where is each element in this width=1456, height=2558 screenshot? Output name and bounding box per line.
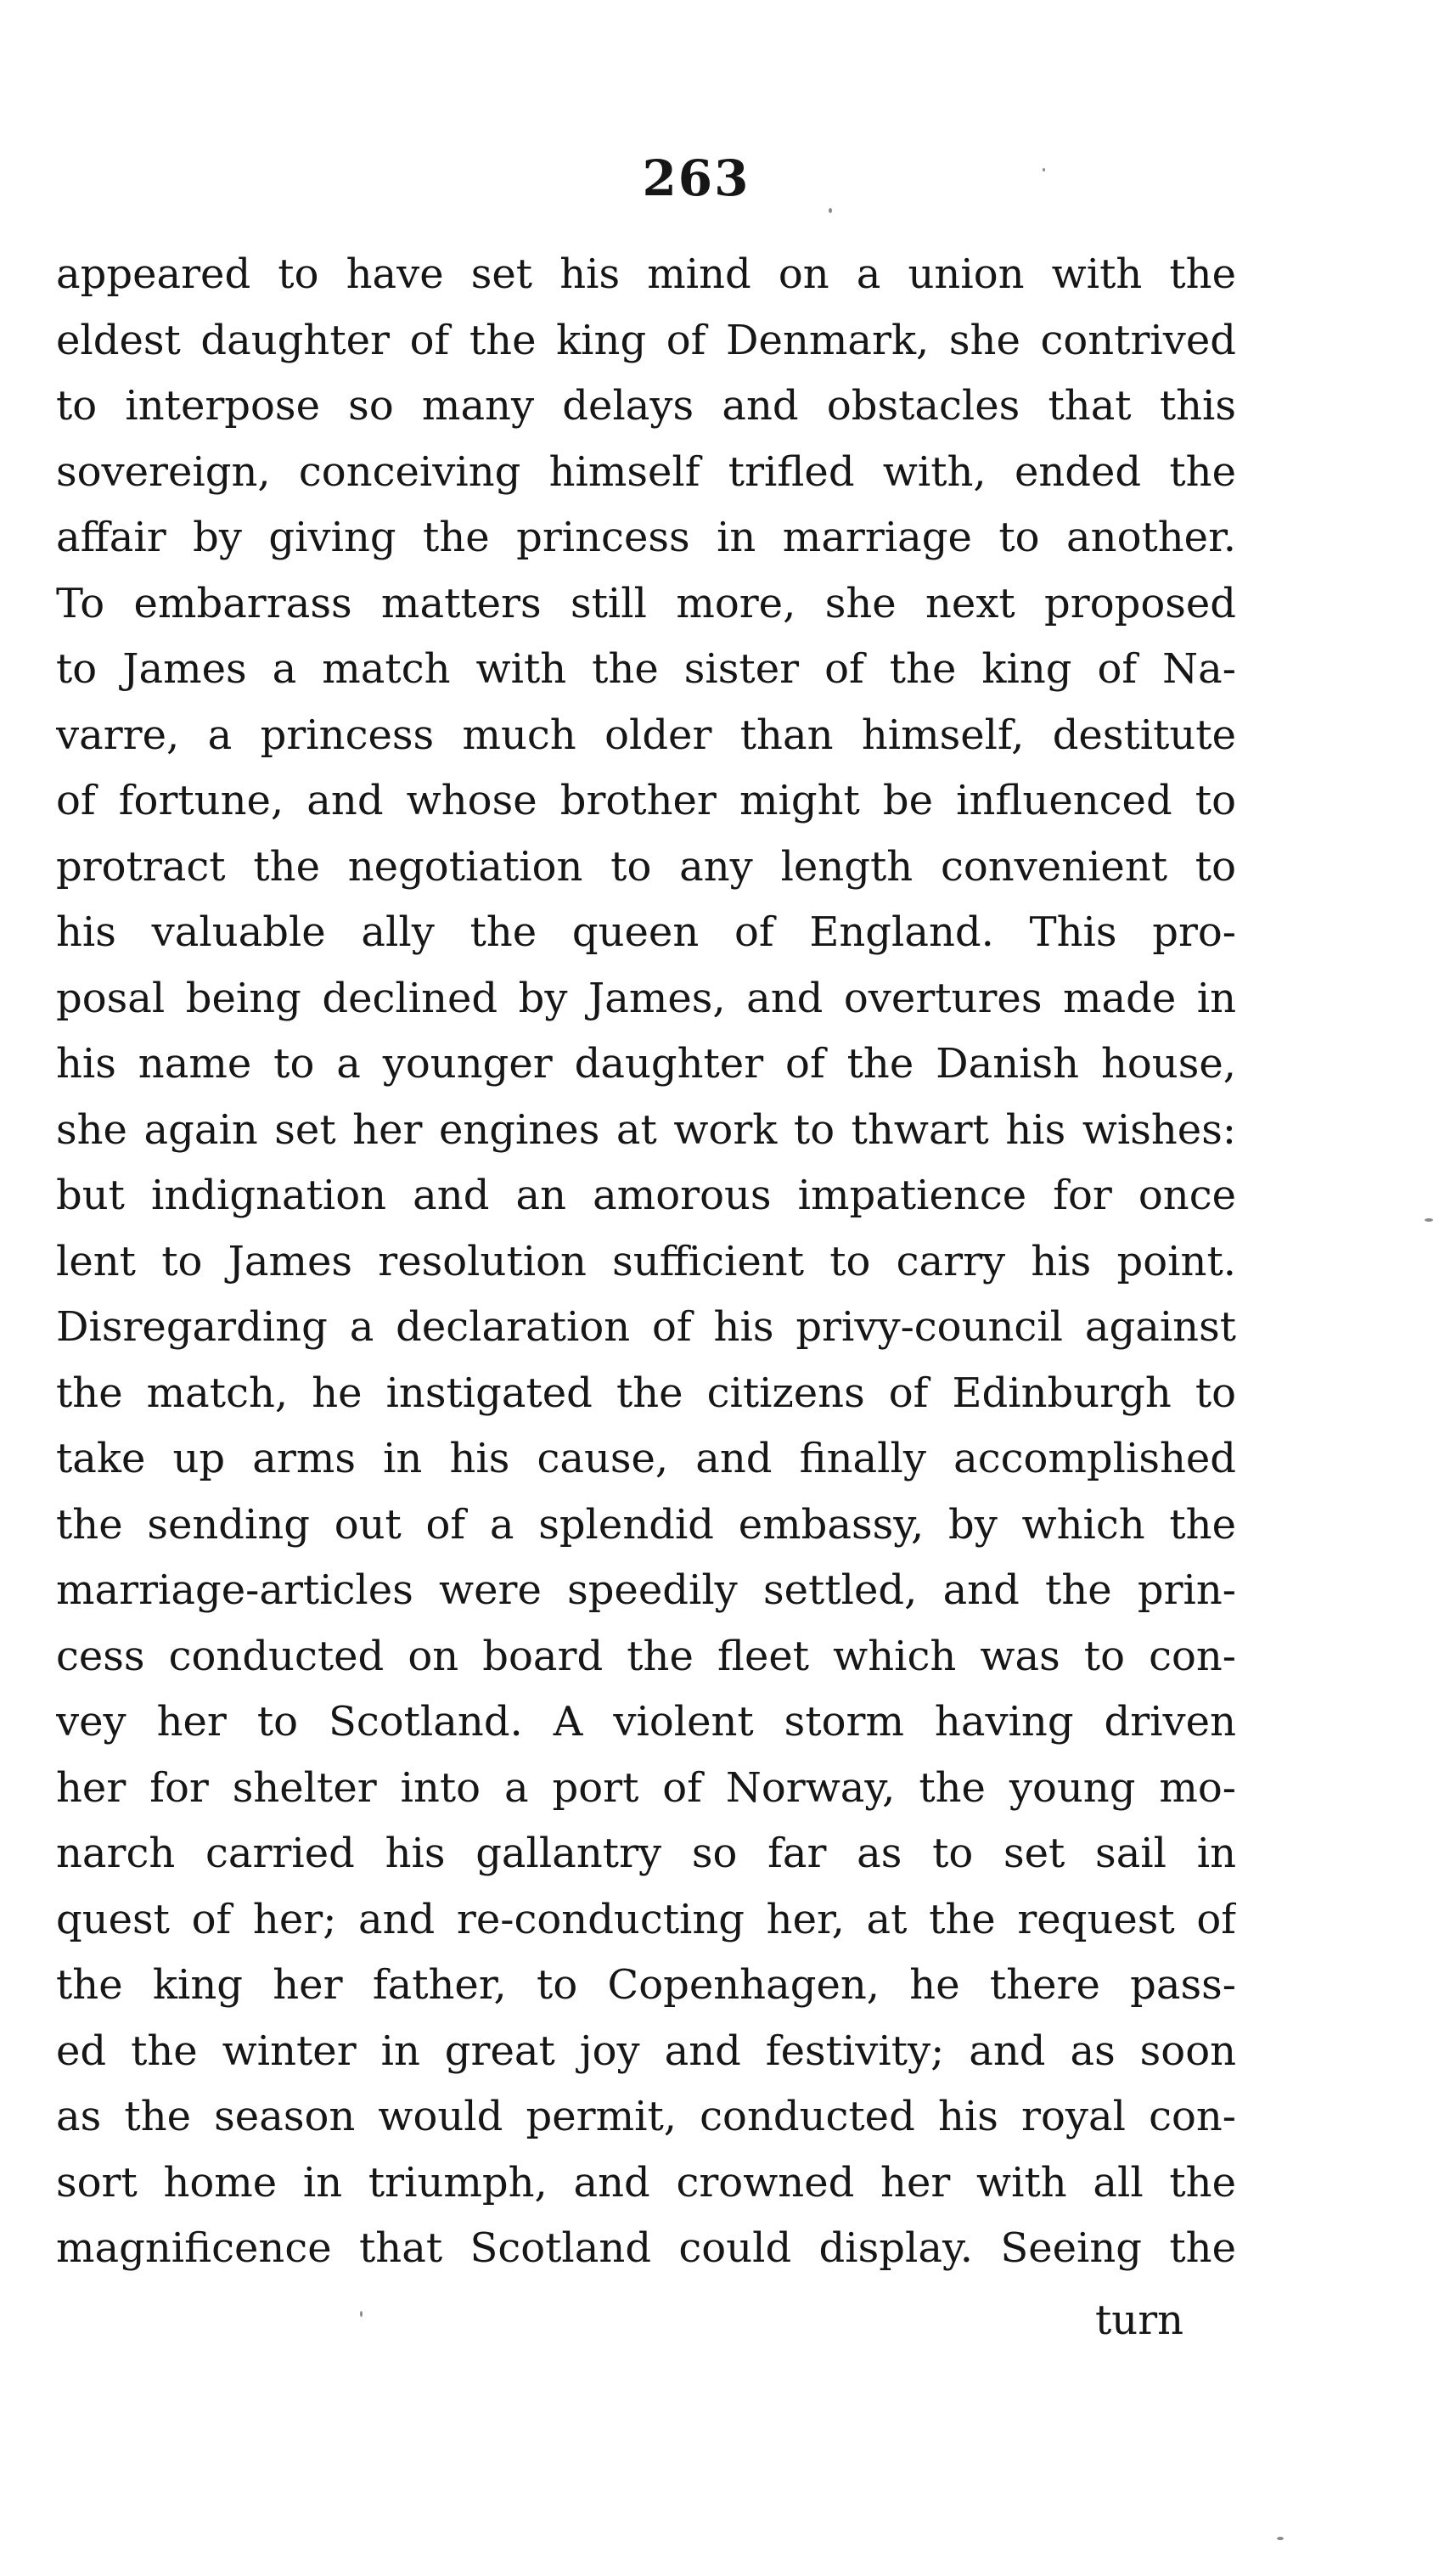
text-line: she again set her engines at work to thwart his wishes:: [56, 1105, 1236, 1154]
text-line: marriage-articles were speedily settled, and the prin-: [56, 1566, 1236, 1614]
text-line: cess conducted on board the fleet which was to con-: [56, 1632, 1236, 1680]
page-number: 263: [642, 149, 750, 207]
text-line: magnificence that Scotland could display. Seeing the: [56, 2224, 1236, 2272]
text-line: the match, he instigated the citizens of Edinburgh to: [56, 1369, 1236, 1417]
body-text: [56, 242, 1236, 2282]
text-line: but indignation and an amorous impatience for once: [56, 1172, 1236, 1219]
text-line: lent to James resolution sufficient to carry his point.: [56, 1237, 1236, 1285]
paper-speck: [1043, 168, 1045, 171]
text-line: take up arms in his cause, and finally accomplished: [56, 1435, 1236, 1482]
paper-speck: [829, 208, 832, 213]
text-line: appeared to have set his mind on a union with the: [56, 250, 1236, 298]
text-line: sovereign, conceiving himself trifled with, ended the: [56, 447, 1236, 496]
text-line: vey her to Scotland. A violent storm having driven: [56, 1698, 1236, 1746]
text-line: Disregarding a declaration of his privy-council against: [56, 1303, 1236, 1351]
text-line: to James a match with the sister of the king of Na-: [56, 645, 1236, 693]
text-line: the king her father, to Copenhagen, he there pass-: [56, 1961, 1236, 2009]
text-line: her for shelter into a port of Norway, the young mo-: [56, 1763, 1236, 1812]
paper-speck: [1277, 2537, 1284, 2540]
text-line: his name to a younger daughter of the Danish house,: [56, 1040, 1236, 1088]
text-line: eldest daughter of the king of Denmark, she contrived: [56, 316, 1236, 364]
text-line: his valuable ally the queen of England. This pro-: [56, 908, 1236, 956]
text-line: the sending out of a splendid embassy, by which the: [56, 1500, 1236, 1549]
text-line: varre, a princess much older than himself, destitute: [56, 711, 1236, 759]
text-line: ed the winter in great joy and festivity; and as soon: [56, 2027, 1236, 2075]
text-line: narch carried his gallantry so far as to set sail in: [56, 1830, 1236, 1877]
text-line: of fortune, and whose brother might be influenced to: [56, 777, 1236, 824]
text-line: To embarrass matters still more, she next proposed: [56, 579, 1236, 627]
text-line: affair by giving the princess in marriage to another.: [56, 514, 1236, 561]
text-line: protract the negotiation to any length convenient to: [56, 842, 1236, 891]
catchword: turn: [1095, 2297, 1184, 2344]
text-line: as the season would permit, conducted his royal con-: [56, 2093, 1236, 2140]
paper-speck: [1425, 1218, 1433, 1222]
paper-speck: [360, 2311, 363, 2317]
text-line: quest of her; and re-conducting her, at the request of: [56, 1895, 1236, 1943]
text-line: to interpose so many delays and obstacles that this: [56, 382, 1236, 430]
text-line: posal being declined by James, and overtures made in: [56, 974, 1236, 1022]
text-line: sort home in triumph, and crowned her with all the: [56, 2158, 1236, 2207]
